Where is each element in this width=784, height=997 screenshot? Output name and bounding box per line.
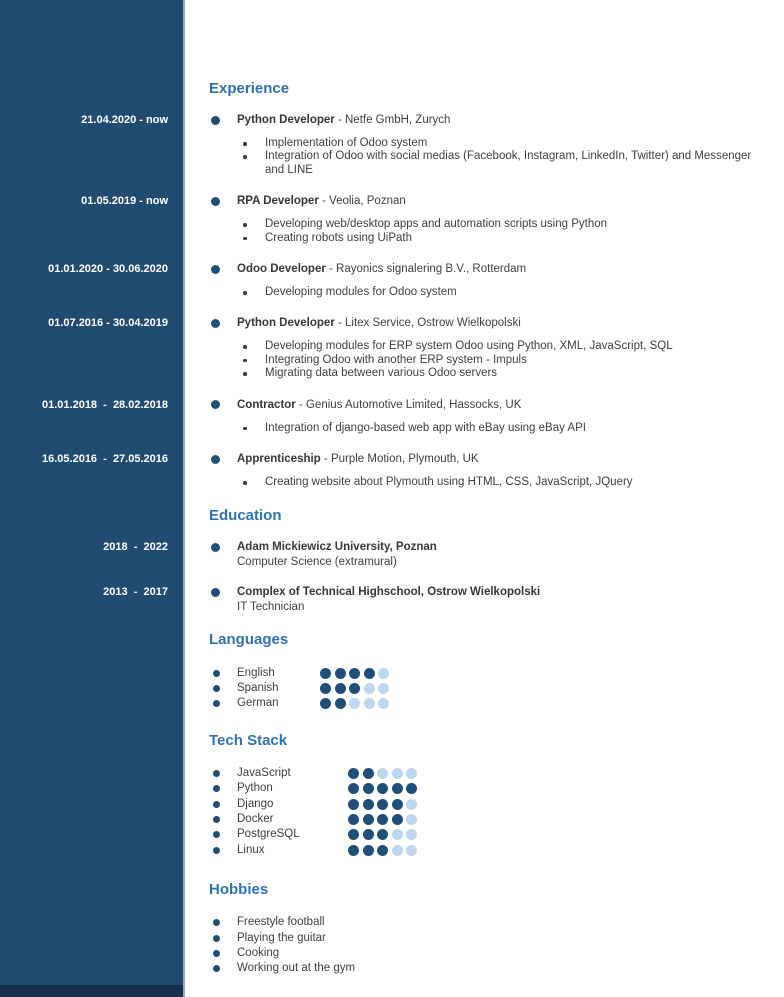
level-dot-filled: [377, 829, 388, 840]
section-title-tech-stack: Tech Stack: [209, 731, 288, 749]
entry-detail: Creating robots using UiPath: [187, 232, 760, 245]
skill-label: JavaScript: [237, 766, 291, 779]
hobby-label: Working out at the gym: [237, 962, 356, 975]
entry-detail: Integrating Odoo with another ERP system - Impuls: [187, 354, 760, 367]
skill-row: [0, 665, 784, 680]
entry-title-row: [187, 540, 760, 569]
entry-detail-list: [187, 137, 760, 177]
level-dot-empty: [392, 829, 403, 840]
entry-body: [187, 194, 784, 245]
level-dot-filled: [320, 668, 331, 679]
level-dot-empty: [378, 698, 389, 709]
skill-level-dots: [348, 799, 417, 810]
bullet-icon: [213, 770, 220, 777]
level-dot-filled: [348, 814, 359, 825]
level-dot-filled: [364, 668, 375, 679]
skill-level-dots: [320, 683, 389, 694]
entry-date: 01.05.2019 - now: [81, 195, 168, 208]
bullet-icon: [213, 816, 220, 823]
level-dot-empty: [406, 799, 417, 810]
level-dot-filled: [406, 783, 417, 794]
entry-body: [187, 452, 784, 489]
bullet-icon: [211, 543, 220, 552]
level-dot-filled: [392, 783, 403, 794]
sidebar-bottom-strip: [0, 985, 183, 997]
entry-body: [187, 113, 784, 177]
level-dot-filled: [335, 668, 346, 679]
bullet-icon: [213, 700, 220, 707]
entry-detail: Creating website about Plymouth using HTML, CSS, JavaScript, JQuery: [187, 476, 760, 489]
entry-title: [237, 262, 526, 276]
entry-detail-list: [187, 286, 760, 299]
section-languages: [0, 631, 784, 711]
section-title-experience: Experience: [209, 80, 290, 97]
level-dot-filled: [363, 768, 374, 779]
bullet-icon: [213, 965, 220, 972]
level-dot-filled: [320, 698, 331, 709]
entry-company: - Litex Service, Ostrow Wielkopolski: [334, 317, 521, 330]
level-dot-filled: [335, 683, 346, 694]
hobby-row: [0, 961, 784, 976]
experience-entry: [0, 262, 784, 299]
level-dot-filled: [349, 683, 360, 694]
bullet-icon: [213, 935, 220, 942]
bullet-icon: [211, 400, 220, 409]
entry-role: Odoo Developer: [237, 263, 326, 276]
skill-label: Python: [237, 782, 273, 795]
school-name: Complex of Technical Highschool, Ostrow Wielkopolski: [237, 586, 541, 599]
bullet-icon: [211, 197, 220, 206]
school-name: Adam Mickiewicz University, Poznan: [237, 541, 437, 554]
hobby-label: Playing the guitar: [237, 931, 326, 944]
skill-level-dots: [348, 814, 417, 825]
entry-body: [187, 316, 784, 380]
level-dot-filled: [320, 683, 331, 694]
level-dot-filled: [363, 814, 374, 825]
skill-level-dots: [320, 698, 389, 709]
level-dot-empty: [364, 698, 375, 709]
skill-label: English: [237, 666, 275, 679]
skill-level-dots: [348, 845, 417, 856]
skill-label: PostgreSQL: [237, 828, 300, 841]
section-education: [0, 507, 784, 614]
entry-title: [237, 194, 406, 208]
bullet-icon: [213, 950, 220, 957]
entry-date: 2018 - 2022: [103, 541, 168, 554]
bullet-icon: [211, 116, 220, 125]
education-text: [237, 540, 437, 569]
entry-company: - Genius Automotive Limited, Hassocks, UK: [295, 398, 522, 411]
section-title-languages: Languages: [209, 631, 289, 649]
level-dot-filled: [377, 799, 388, 810]
level-dot-filled: [392, 814, 403, 825]
level-dot-filled: [377, 845, 388, 856]
hobby-row: [0, 930, 784, 945]
level-dot-filled: [349, 668, 360, 679]
skill-label: German: [237, 697, 279, 710]
experience-entry: [0, 452, 784, 489]
experience-entry: [0, 398, 784, 435]
level-dot-filled: [363, 845, 374, 856]
entry-body: [187, 585, 784, 614]
entry-title-row: [187, 398, 760, 412]
level-dot-empty: [364, 683, 375, 694]
level-dot-filled: [377, 783, 388, 794]
entry-title: [237, 113, 450, 127]
level-dot-filled: [392, 799, 403, 810]
entry-detail-list: [187, 218, 760, 245]
skill-label: Linux: [237, 843, 265, 856]
bullet-icon: [213, 919, 220, 926]
skill-row: [0, 796, 784, 811]
level-dot-filled: [363, 783, 374, 794]
entry-detail: Integration of Odoo with social medias (Facebook, Instagram, LinkedIn, Twitter) and Messenger and LINE: [187, 150, 760, 177]
entry-company: - Veolia, Poznan: [318, 195, 406, 208]
entry-date: 01.01.2018 - 28.02.2018: [42, 398, 168, 411]
entry-date: 21.04.2020 - now: [81, 114, 168, 126]
bullet-icon: [211, 265, 220, 274]
entry-role: RPA Developer: [237, 195, 319, 208]
entry-title-row: [187, 194, 760, 208]
level-dot-filled: [348, 845, 359, 856]
hobby-row: [0, 946, 784, 961]
entry-role: Apprenticeship: [237, 453, 321, 466]
entry-detail-list: [187, 476, 760, 489]
bullet-icon: [213, 670, 220, 677]
entry-title-row: [187, 585, 760, 614]
skill-row: [0, 696, 784, 711]
skill-label: Django: [237, 797, 274, 810]
level-dot-filled: [348, 768, 359, 779]
bullet-icon: [213, 847, 220, 854]
bullet-icon: [211, 588, 220, 597]
entry-date: 01.07.2016 - 30.04.2019: [48, 317, 168, 330]
level-dot-empty: [406, 845, 417, 856]
entry-detail-list: [187, 422, 760, 435]
entry-body: [187, 262, 784, 299]
entry-detail: Migrating data between various Odoo servers: [187, 367, 760, 380]
level-dot-empty: [392, 845, 403, 856]
entry-detail: Developing web/desktop apps and automation scripts using Python: [187, 218, 760, 231]
skill-row: [0, 843, 784, 858]
entry-detail: Developing modules for Odoo system: [187, 286, 760, 299]
skill-level-dots: [348, 829, 417, 840]
entry-date: 01.01.2020 - 30.06.2020: [48, 263, 168, 276]
level-dot-empty: [392, 768, 403, 779]
entry-title: [237, 452, 479, 466]
entry-detail: Developing modules for ERP system Odoo using Python, XML, JavaScript, SQL: [187, 340, 760, 353]
bullet-icon: [213, 685, 220, 692]
hobbies-list: [0, 915, 784, 977]
skill-level-dots: [348, 783, 417, 794]
skill-row: [0, 827, 784, 842]
level-dot-filled: [348, 829, 359, 840]
entry-company: - Purple Motion, Plymouth, UK: [320, 453, 479, 466]
education-entry: [0, 585, 784, 614]
experience-entry: [0, 316, 784, 380]
entry-detail: Integration of django-based web app with eBay using eBay API: [187, 422, 760, 435]
bullet-icon: [211, 455, 220, 464]
entry-title-row: [187, 113, 760, 127]
bullet-icon: [213, 801, 220, 808]
hobby-label: Freestyle football: [237, 916, 325, 929]
experience-entry: [0, 113, 784, 177]
experience-entry: [0, 194, 784, 245]
entry-title-row: [187, 452, 760, 466]
level-dot-empty: [406, 814, 417, 825]
level-dot-empty: [377, 768, 388, 779]
degree-name: Computer Science (extramural): [237, 555, 397, 568]
level-dot-filled: [348, 783, 359, 794]
bullet-icon: [213, 831, 220, 838]
education-text: [237, 585, 540, 614]
bullet-icon: [211, 319, 220, 328]
entry-role: Contractor: [237, 398, 296, 411]
level-dot-empty: [406, 829, 417, 840]
section-hobbies: [0, 881, 784, 977]
level-dot-empty: [349, 698, 360, 709]
level-dot-filled: [348, 799, 359, 810]
level-dot-empty: [378, 683, 389, 694]
level-dot-filled: [363, 829, 374, 840]
section-experience: [0, 80, 784, 489]
level-dot-empty: [406, 768, 417, 779]
entry-company: - Rayonics signalering B.V., Rotterdam: [325, 263, 527, 276]
bullet-icon: [213, 785, 220, 792]
skill-row: [0, 812, 784, 827]
section-title-education: Education: [209, 507, 282, 525]
education-entries: [0, 540, 784, 614]
entry-title: [237, 398, 521, 412]
experience-entries: [0, 113, 784, 489]
entry-body: [187, 540, 784, 569]
skill-level-dots: [348, 768, 417, 779]
section-title-hobbies: Hobbies: [209, 880, 269, 898]
level-dot-filled: [377, 814, 388, 825]
level-dot-empty: [378, 668, 389, 679]
skill-level-dots: [320, 668, 389, 679]
entry-role: Python Developer: [237, 114, 335, 126]
skill-label: Docker: [237, 813, 274, 825]
hobby-label: Cooking: [237, 946, 280, 959]
skill-row: [0, 681, 784, 696]
entry-date: 16.05.2016 - 27.05.2016: [42, 453, 168, 466]
entry-body: [187, 398, 784, 435]
entry-title-row: [187, 316, 760, 330]
section-tech-stack: [0, 732, 784, 858]
entry-role: Python Developer: [237, 317, 335, 330]
degree-name: IT Technician: [237, 600, 305, 613]
entry-detail: Implementation of Odoo system: [187, 137, 760, 150]
entry-title-row: [187, 262, 760, 276]
entry-detail-list: [187, 340, 760, 380]
level-dot-filled: [363, 799, 374, 810]
education-entry: [0, 540, 784, 569]
skill-row: [0, 781, 784, 796]
entry-date: 2013 - 2017: [103, 586, 168, 599]
hobby-row: [0, 915, 784, 930]
tech-stack-list: [0, 766, 784, 858]
skill-label: Spanish: [237, 682, 279, 695]
languages-list: [0, 665, 784, 711]
level-dot-filled: [335, 698, 346, 709]
entry-company: - Netfe GmbH, Zurych: [334, 114, 451, 126]
skill-row: [0, 766, 784, 781]
entry-title: [237, 316, 521, 330]
